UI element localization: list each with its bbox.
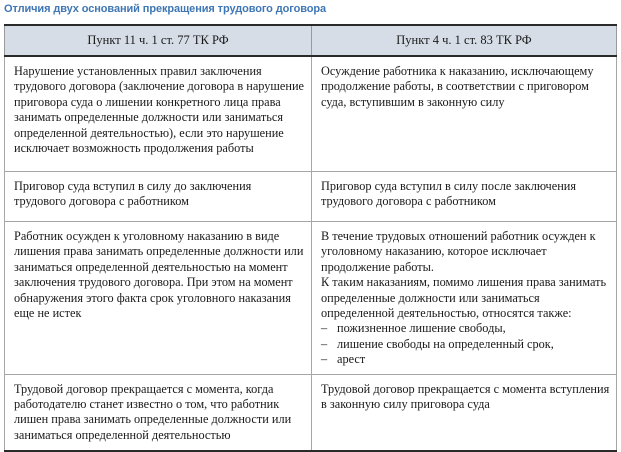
cell-paragraph: К таким наказаниям, помимо лишения права занимать определенные должности или заниматься определенной деятельностью, относятся также: xyxy=(321,275,607,321)
dash-bullet: – xyxy=(321,352,328,367)
column-header-art-77: Пункт 11 ч. 1 ст. 77 ТК РФ xyxy=(5,25,312,56)
list-item-text: пожизненное лишение свободы, xyxy=(337,321,506,336)
table-cell: Приговор суда вступил в силу до заключения трудового договора с работником xyxy=(5,172,312,222)
table-row xyxy=(5,56,617,172)
comparison-table xyxy=(4,24,617,452)
list-item xyxy=(321,321,610,336)
table-caption: Отличия двух оснований прекращения трудового договора xyxy=(4,3,326,15)
cell-paragraph: В течение трудовых отношений работник осужден к уголовному наказанию, которое исключает продолжение работы. xyxy=(321,229,596,274)
table-cell: Осуждение работника к наказанию, исключающему продолжение работы, в соответствии с приговором суда, вступившим в законную силу xyxy=(312,56,617,172)
table-row xyxy=(5,172,617,222)
list-item-text: лишение свободы на определенный срок, xyxy=(337,336,554,351)
list-item xyxy=(321,337,610,352)
dash-bullet: – xyxy=(321,321,328,336)
punishment-list xyxy=(321,321,610,367)
table-cell: Нарушение установленных правил заключения трудового договора (заключение договора в нарушение приговора суда о лишении конкретного лица права занимать определенные должности или заниматься определенной деятельностью), если это нарушение исключает возможность продолжения работы xyxy=(5,56,312,172)
table-row xyxy=(5,374,617,451)
table-cell: Трудовой договор прекращается с момента, когда работодателю станет известно о том, что работник лишен права занимать определенные должности или заниматься определенной деятельностью xyxy=(5,374,312,451)
column-header-art-83: Пункт 4 ч. 1 ст. 83 ТК РФ xyxy=(312,25,617,56)
table-cell: Работник осужден к уголовному наказанию в виде лишения права занимать определенные должности или заниматься определенной деятельностью на момент заключения трудового договора. При этом на момент обнаружения этого факта срок уголовного наказания еще не истек xyxy=(5,222,312,375)
table-cell xyxy=(312,222,617,375)
list-item-text: арест xyxy=(337,352,366,367)
list-item xyxy=(321,352,610,367)
table-row xyxy=(5,222,617,375)
dash-bullet: – xyxy=(321,336,328,351)
table-cell: Трудовой договор прекращается с момента вступления в законную силу приговора суда xyxy=(312,374,617,451)
table-cell: Приговор суда вступил в силу после заключения трудового договора с работником xyxy=(312,172,617,222)
header-row xyxy=(5,25,617,56)
